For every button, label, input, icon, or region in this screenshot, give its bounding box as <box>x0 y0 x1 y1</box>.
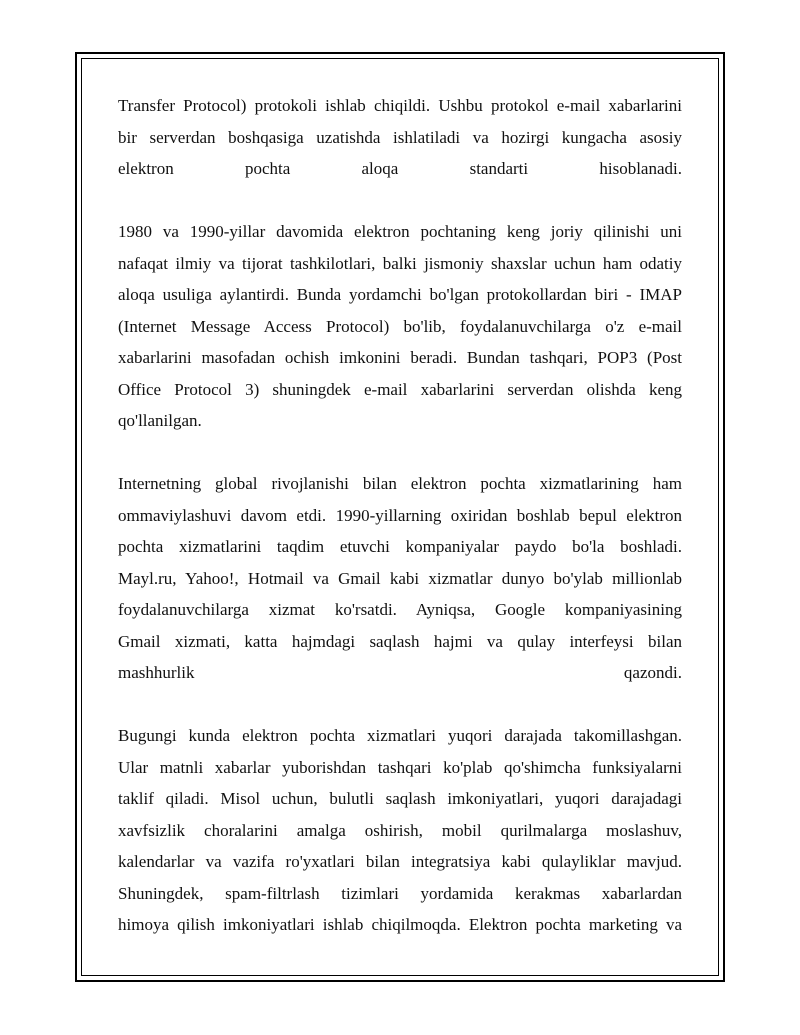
text-line: foydalanuvchilarga xizmat ko'rsatdi. Ayniqsa, Google kompaniyasining <box>118 600 682 619</box>
text-line: 1980 va 1990-yillar davomida elektron pochtaning keng joriy qilinishi uni <box>118 222 682 241</box>
text-line: nafaqat ilmiy va tijorat tashkilotlari, balki jismoniy shaxslar uchun ham odatiy <box>118 253 682 273</box>
text-line: xabarlarini masofadan ochish imkonini beradi. Bundan tashqari, POP3 (Post <box>118 348 682 367</box>
text-line: kalendarlar va vazifa ro'yxatlari bilan integratsiya kabi qulayliklar mavjud. <box>118 852 682 871</box>
text-line: Transfer Protocol) protokoli ishlab chiqildi. Ushbu protokol e-mail xabarlarini <box>118 96 682 115</box>
text-line: mashhurlik qazondi. <box>118 663 682 682</box>
text-line: elektron pochta aloqa standarti hisoblanadi. <box>118 159 682 178</box>
text-line: (Internet Message Access Protocol) bo'lib, foydalanuvchilarga o'z e-mail <box>118 316 682 336</box>
text-line: Bugungi kunda elektron pochta xizmatlari yuqori darajada takomillashgan. <box>118 726 682 745</box>
paragraph-1 <box>118 90 682 185</box>
text-line: Internetning global rivojlanishi bilan elektron pochta xizmatlarining ham <box>118 474 682 493</box>
text-line: aloqa usuliga aylantirdi. Bunda yordamchi bo'lgan protokollardan biri - IMAP <box>118 285 682 304</box>
text-line: qo'llanilgan. <box>118 411 202 430</box>
text-line: Shuningdek, spam-filtrlash tizimlari yordamida kerakmas xabarlardan <box>118 883 682 903</box>
paragraph-4 <box>118 720 682 941</box>
text-line: Office Protocol 3) shuningdek e-mail xabarlarini serverdan olishda keng <box>118 379 682 399</box>
text-line: Ular matnli xabarlar yuborishdan tashqari ko'plab qo'shimcha funksiyalarni <box>118 757 682 777</box>
text-line: Mayl.ru, Yahoo!, Hotmail va Gmail kabi xizmatlar dunyo bo'ylab millionlab <box>118 568 682 588</box>
text-line: bir serverdan boshqasiga uzatishda ishlatiladi va hozirgi kungacha asosiy <box>118 127 682 147</box>
text-line: ommaviylashuvi davom etdi. 1990-yillarning oxiridan boshlab bepul elektron <box>118 505 682 525</box>
text-line: himoya qilish imkoniyatlari ishlab chiqilmoqda. Elektron pochta marketing va <box>118 915 682 934</box>
paragraph-2 <box>118 216 682 437</box>
document-body <box>118 90 682 972</box>
text-line: xavfsizlik choralarini amalga oshirish, mobil qurilmalarga moslashuv, <box>118 820 682 840</box>
text-line: Gmail xizmati, katta hajmdagi saqlash hajmi va qulay interfeysi bilan <box>118 631 682 651</box>
text-line: taklif qiladi. Misol uchun, bulutli saqlash imkoniyatlari, yuqori darajadagi <box>118 789 682 808</box>
paragraph-3 <box>118 468 682 689</box>
text-line: pochta xizmatlarini taqdim etuvchi kompaniyalar paydo bo'la boshladi. <box>118 537 682 556</box>
